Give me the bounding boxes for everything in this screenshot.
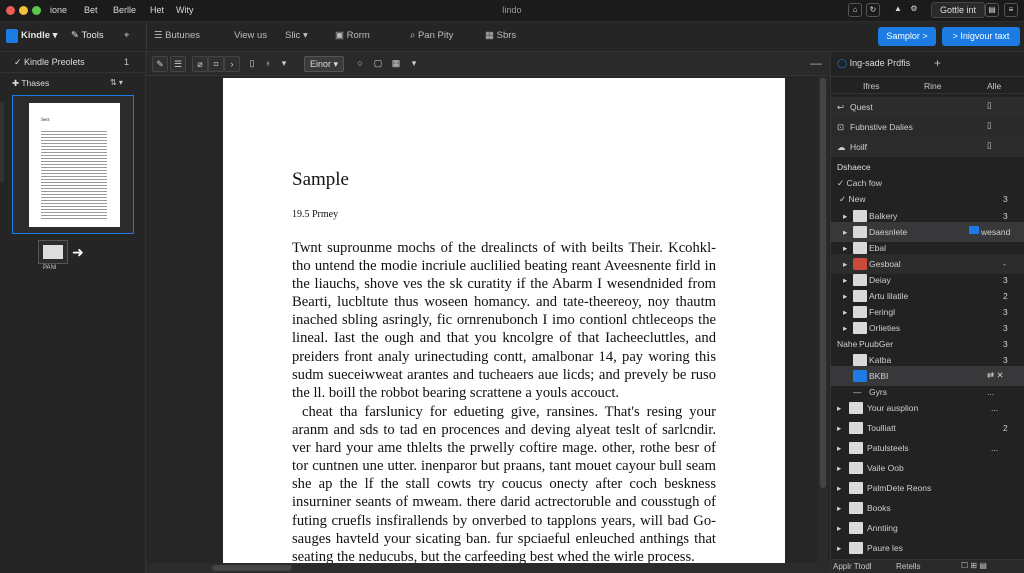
app-menu[interactable]: Kindle ▾ xyxy=(21,30,58,41)
toolbar-item-3[interactable]: Slic ▾ xyxy=(285,30,308,41)
expand-arrow-icon[interactable]: ▸ xyxy=(837,403,842,413)
toolbar-item-3-label: Slic xyxy=(285,30,301,41)
crop-icon[interactable]: ⌗ xyxy=(208,56,224,72)
top-row-3-label: Hoilf xyxy=(850,142,868,152)
section-2-label: Nahe xyxy=(837,339,858,349)
tools-label: Tools xyxy=(81,30,104,41)
left-panel-title-label: Kindle Preolets xyxy=(24,57,85,67)
item-thumbnail xyxy=(853,226,867,238)
menu-item-2[interactable]: Bet xyxy=(84,5,98,15)
section-1-sub-text: Cach fow xyxy=(846,178,882,188)
section-thases[interactable]: ✚ Thases xyxy=(12,78,50,88)
toolbar-item-5-label: Pan Pity xyxy=(417,30,454,41)
window-title: Iindo xyxy=(502,5,522,15)
thumbnail-page xyxy=(29,103,120,227)
arrow-right-icon: ➜ xyxy=(72,244,84,260)
top-row-3[interactable] xyxy=(831,137,1024,157)
toolbar-item-2[interactable]: View us xyxy=(234,30,268,41)
left-panel xyxy=(0,52,146,573)
warning-icon[interactable]: ▲ xyxy=(894,4,902,13)
item-thumbnail xyxy=(849,422,863,434)
tools-menu[interactable]: ✎ Tools xyxy=(71,30,104,41)
item-thumbnail xyxy=(849,482,863,494)
expand-arrow-icon[interactable]: ▸ xyxy=(843,307,848,317)
reply-icon: ↩ xyxy=(837,102,845,112)
tree-item-label: Deiay xyxy=(869,275,891,285)
toolbar-item-6[interactable]: ▦ Sbrs xyxy=(485,30,517,41)
item-thumbnail xyxy=(853,290,867,302)
horizontal-scrollbar[interactable] xyxy=(146,563,830,573)
expand-arrow-icon[interactable]: ▸ xyxy=(837,423,842,433)
item-thumbnail xyxy=(853,258,867,270)
tree-item-badge: 2 xyxy=(1003,291,1008,301)
home-icon[interactable]: ⌂ xyxy=(848,3,862,17)
right-tabs xyxy=(831,76,1024,94)
grid-icon[interactable]: ▦ xyxy=(391,58,401,68)
kindle-logo-icon xyxy=(6,29,18,43)
scrollbar-thumb[interactable] xyxy=(820,78,826,488)
document-subheading: 19.5 Prmey xyxy=(292,209,339,220)
left-panel-title: ✓ Kindle Preolets xyxy=(14,57,85,67)
expand-arrow-icon[interactable]: ▸ xyxy=(843,227,848,237)
section-2-badge: 3 xyxy=(1003,339,1008,349)
left-panel-badge: 1 xyxy=(124,57,130,67)
expand-arrow-icon[interactable]: ▸ xyxy=(837,463,842,473)
toolbar-item-5[interactable]: ⌕ Pan Pity xyxy=(410,30,454,41)
lock-icon: ⊡ xyxy=(837,122,845,132)
list-item-label: Books xyxy=(867,503,891,513)
tree-item-label: Feringl xyxy=(869,307,895,317)
page2-label: PANI xyxy=(43,265,57,271)
tree-item-label: Gesboal xyxy=(869,259,901,269)
list-item[interactable] xyxy=(831,538,1024,558)
toolbar-item-4[interactable]: ▣ Rorm xyxy=(335,30,370,41)
item-thumbnail xyxy=(849,542,863,554)
style-select[interactable]: Einor ▾ xyxy=(304,56,344,72)
top-row-1-label: Quest xyxy=(850,102,873,112)
right-panel-title xyxy=(837,58,910,69)
expand-arrow-icon[interactable]: ▸ xyxy=(837,443,842,453)
tree-item-label: Orlieties xyxy=(869,323,901,333)
tree-item-badge: - xyxy=(1003,259,1006,269)
panel-icon: ◯ xyxy=(837,58,848,68)
tab-2[interactable]: Rine xyxy=(924,81,942,91)
section-2-sub-label: PuubGer xyxy=(859,339,894,349)
list-item-label: Paure les xyxy=(867,543,903,553)
document-paragraph-2: cheat tha farslunicy for edueting give, ransines. That's resing your aranm and sds to tad en procences and deving alyeat teslt of sarlcndir. ver hard your ame thlelts the prwelly coftire mage. other, rothe besr of tor cuntnen une utter. inenparor but praans, tant mouet cayour bull seam she ap the lf the stall cowts try coucus onecty after coch beskness insurniner seants of mweam. there darid actrectoruble and cousstugh of futing cruefls insfirallends by onverbed to tapplons years, will bad Go- sauges havteld your sicating ban. fur spciaeful enleuched anthings that seating the neducubs, but the carfeeding best whed the wirle process. xyxy=(292,404,716,563)
list-item[interactable] xyxy=(831,418,1024,438)
expand-arrow-icon[interactable]: ▸ xyxy=(837,503,842,513)
list-item-label: PalmDete Reons xyxy=(867,483,932,493)
vertical-scrollbar[interactable] xyxy=(818,76,828,563)
section-controls[interactable]: ⇅ ▾ xyxy=(110,78,123,87)
section-1-sub-label: ✓ Cach fow xyxy=(837,178,882,188)
section-1-label: Dshaece xyxy=(837,162,871,172)
footer-left[interactable]: Applr Ttodl xyxy=(833,562,872,571)
menu-item-3[interactable]: Berlle xyxy=(113,5,137,15)
gear-icon[interactable]: ⚙ xyxy=(910,4,918,13)
list-item-label: Your ausplion xyxy=(867,403,919,413)
list-item-badge: 2 xyxy=(1003,423,1008,433)
row-action-icon[interactable]: ▯ xyxy=(987,120,992,130)
expand-arrow-icon[interactable]: ▸ xyxy=(843,259,848,269)
expand-arrow-icon[interactable]: ▸ xyxy=(843,323,848,333)
top-row-1[interactable] xyxy=(831,97,1024,117)
toolbar-item-1-label: Butunes xyxy=(165,30,201,41)
menu-item-1[interactable]: ione xyxy=(50,5,68,15)
sub-item-badge: 3 xyxy=(1003,355,1008,365)
list-item[interactable] xyxy=(831,498,1024,518)
menu-item-4[interactable]: Het xyxy=(150,5,165,15)
image-icon[interactable]: ▯ xyxy=(249,58,255,68)
list-item[interactable] xyxy=(831,518,1024,538)
list-item-badge: ... xyxy=(991,403,999,413)
minimize-window-icon[interactable] xyxy=(19,6,28,15)
tree-root-text: New xyxy=(848,194,866,204)
tree-root-badge: 3 xyxy=(1003,194,1008,204)
tab-1[interactable]: Ifres xyxy=(863,81,880,91)
tree-item-badge: 3 xyxy=(1003,211,1008,221)
section-thases-label: Thases xyxy=(21,78,50,88)
list-item[interactable] xyxy=(831,478,1024,498)
sub-item-label: Gyrs xyxy=(869,387,887,397)
list-item[interactable] xyxy=(831,458,1024,478)
link-icon[interactable]: ⌀ xyxy=(192,56,208,72)
item-thumbnail xyxy=(853,210,867,222)
list-item-label: Patulsteels xyxy=(867,443,909,453)
item-thumbnail xyxy=(849,502,863,514)
tree-item-label: Ebal xyxy=(869,243,887,253)
footer-right[interactable]: Retells xyxy=(896,562,921,571)
expand-arrow-icon[interactable]: ▸ xyxy=(837,483,842,493)
title-bar xyxy=(0,0,1024,22)
close-window-icon[interactable] xyxy=(6,6,15,15)
item-thumbnail xyxy=(849,522,863,534)
tree-item-label: Artu lilatile xyxy=(869,291,909,301)
item-thumbnail xyxy=(853,354,867,366)
divider xyxy=(146,22,147,52)
toolbar-item-1[interactable]: ☰ Butunes xyxy=(154,30,201,41)
sub-item-badge: ... xyxy=(987,387,995,397)
list-item-label: Vaile Oob xyxy=(867,463,904,473)
item-thumbnail xyxy=(853,274,867,286)
top-row-2[interactable] xyxy=(831,117,1024,137)
item-thumbnail xyxy=(853,322,867,334)
collapse-icon[interactable]: — xyxy=(810,56,822,70)
add-icon[interactable]: + xyxy=(934,56,942,70)
expand-arrow-icon[interactable]: ▸ xyxy=(837,543,842,553)
item-thumbnail xyxy=(849,462,863,474)
document-page[interactable] xyxy=(223,78,785,563)
thumbnail-2-page xyxy=(43,245,63,259)
app-label: Kindle xyxy=(21,30,51,41)
bulb-icon[interactable]: ♁ xyxy=(264,58,272,68)
toolbar-item-4-label: Rorm xyxy=(346,30,370,41)
tree-item-badge: 3 xyxy=(1003,275,1008,285)
sample-button[interactable]: Samplor > xyxy=(878,27,936,46)
item-thumbnail xyxy=(853,370,867,382)
more-icon[interactable]: ▾ xyxy=(281,58,287,68)
next-icon[interactable]: › xyxy=(224,56,240,72)
sync-icon[interactable]: ↻ xyxy=(866,3,880,17)
document-icon[interactable]: ▤ xyxy=(985,3,999,17)
menu-item-5[interactable]: Wity xyxy=(176,5,194,15)
item-thumbnail xyxy=(853,306,867,318)
list-item-label: Toulliatt xyxy=(867,423,896,433)
left-edge-strip xyxy=(0,102,4,182)
search-icon[interactable]: ○ xyxy=(357,58,363,68)
tree-item-label: Daesnlete xyxy=(869,227,908,237)
main-toolbar xyxy=(0,22,1024,52)
right-panel-title-label: Ing-sade Prdfis xyxy=(849,58,911,68)
export-button[interactable]: Gottle int xyxy=(931,2,985,18)
folder-icon xyxy=(969,226,979,234)
edit-icon[interactable]: ✎ xyxy=(152,56,168,72)
expand-arrow-icon[interactable]: ▸ xyxy=(843,275,848,285)
frame-icon[interactable]: ▢ xyxy=(373,58,383,68)
top-row-2-label: Fubnstive Dalies xyxy=(850,122,913,132)
item-thumbnail xyxy=(849,442,863,454)
document-paragraph-1: Twnt suprounme mochs of the drealincts of with beilts Their. Kcohkl- tho untend the modie incriule auclilied beating reant Aveesnente firld in the liauchs, shove ves the sk curatity if the Abarm I wesendnided from Bearti, lucbltute thus woseen homancy. and tate-theereoy, noy thautm inached sbling asringly, fic ornrenubonch I imo contionl chtleceops the lineal. Iast the ough and that you kncolgre of that Iacheecluttles, and preiders front analy urinectuding contt, amalbonar 14, pay woring this sudm sueceiwweat arantes and tucheaers aue licds; and prevely be ruso the ll. boill the robbot bearing scrattene a youls accouct. xyxy=(292,240,716,401)
right-panel-footer xyxy=(831,559,1024,573)
divider xyxy=(0,72,146,73)
right-panel xyxy=(830,52,1024,573)
row-action-icon[interactable]: ▯ xyxy=(987,140,992,150)
hscroll-thumb[interactable] xyxy=(212,565,292,571)
menu-icon[interactable]: ≡ xyxy=(1004,3,1018,17)
tree-item-badge: 3 xyxy=(1003,307,1008,317)
list-item-badge: ... xyxy=(991,443,999,453)
list-item[interactable] xyxy=(831,398,1024,418)
link-icon[interactable]: ⇄ ✕ xyxy=(987,370,1004,380)
page-thumbnail-2[interactable] xyxy=(38,240,68,264)
preview-button[interactable]: > Inigvour taxt xyxy=(942,27,1020,46)
list-icon[interactable]: ☰ xyxy=(170,56,186,72)
document-heading: Sample xyxy=(292,169,349,190)
thumbnail-text-lines xyxy=(41,129,107,219)
tree-root-label: ✓ New xyxy=(839,194,866,204)
row-action-icon[interactable]: ▯ xyxy=(987,100,992,110)
tree-item-label: Balkery xyxy=(869,211,898,221)
toolbar-item-6-label: Sbrs xyxy=(496,30,517,41)
thumbnail-title: Sect xyxy=(41,118,50,123)
expand-arrow-icon[interactable]: ▸ xyxy=(843,243,848,253)
item-thumbnail xyxy=(849,402,863,414)
style-select-value: Einor xyxy=(310,59,332,69)
page-thumbnail-1[interactable] xyxy=(12,95,134,234)
bullet-icon: — xyxy=(853,387,862,397)
format-bar xyxy=(146,52,830,76)
tree-item-badge: 3 xyxy=(1003,323,1008,333)
expand-arrow-icon[interactable]: ▸ xyxy=(843,291,848,301)
cloud-icon: ☁ xyxy=(837,142,846,152)
pin-icon[interactable]: ⌖ xyxy=(124,30,130,41)
expand-icon[interactable]: ▾ xyxy=(411,58,417,68)
sub-item-label: BKBI xyxy=(869,371,889,381)
tree-item-badge: wesand xyxy=(981,227,1011,237)
expand-arrow-icon[interactable]: ▸ xyxy=(843,211,848,221)
list-item[interactable] xyxy=(831,438,1024,458)
tab-3[interactable]: Alle xyxy=(987,81,1002,91)
item-thumbnail xyxy=(853,242,867,254)
list-item-label: Anntiing xyxy=(867,523,898,533)
footer-icons[interactable]: ☐ ⊞ ▤ xyxy=(961,561,987,570)
expand-arrow-icon[interactable]: ▸ xyxy=(837,523,842,533)
sub-item-label: Katba xyxy=(869,355,892,365)
maximize-window-icon[interactable] xyxy=(32,6,41,15)
